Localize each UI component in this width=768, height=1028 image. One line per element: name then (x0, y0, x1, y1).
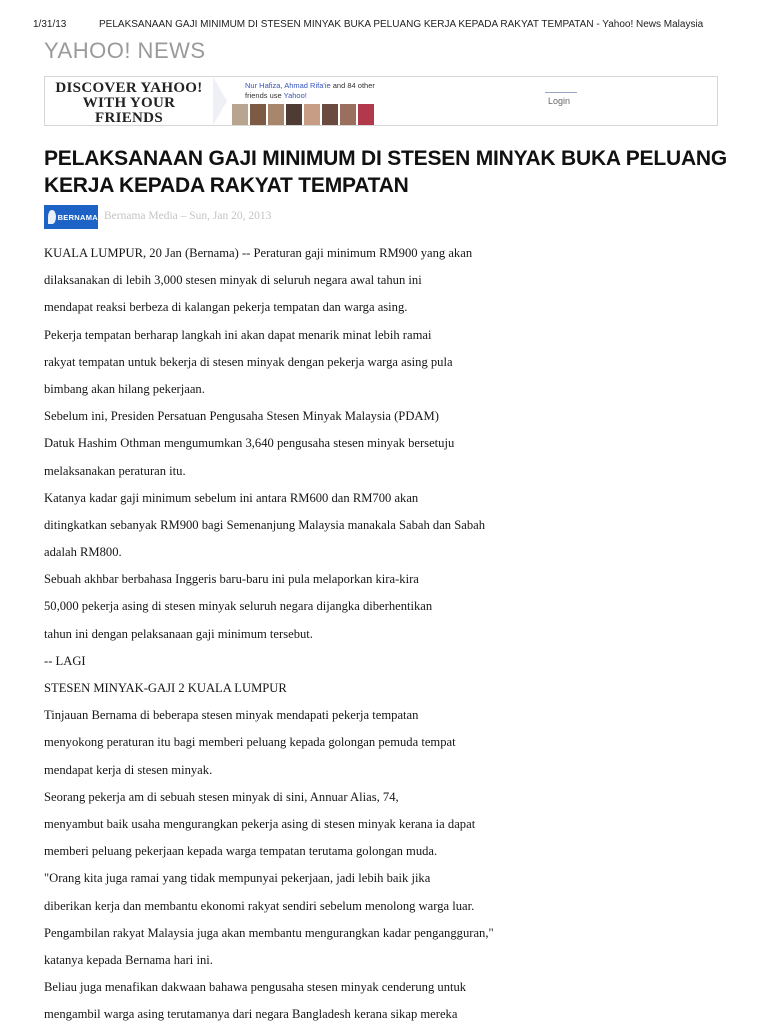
article-line: melaksanakan peraturan itu. (44, 463, 186, 478)
article-line: mengambil warga asing terutamanya dari negara Bangladesh kerana sikap mereka (44, 1007, 458, 1022)
article-line: Tinjauan Bernama di beberapa stesen minyak mendapati pekerja tempatan (44, 708, 419, 723)
friends-line2-text: friends use (245, 91, 284, 100)
friend-link[interactable]: Nur Hafiza (245, 81, 281, 90)
article-line: menyambut baik usaha mengurangkan pekerja asing di stesen minyak kerana ia dapat (44, 816, 476, 831)
friend-photo[interactable] (232, 104, 248, 125)
article-line: diberikan kerja dan membantu ekonomi rakyat sendiri sebelum menolong warga luar. (44, 898, 475, 913)
article-line: KUALA LUMPUR, 20 Jan (Bernama) -- Peraturan gaji minimum RM900 yang akan (44, 246, 473, 260)
bernama-logo[interactable] (44, 205, 98, 229)
article-line: menyokong peraturan itu bagi memberi peluang kepada golongan pemuda tempat (44, 735, 456, 750)
friend-link[interactable]: Ahmad Rifa'ie (284, 81, 331, 90)
article-title: PELAKSANAAN GAJI MINIMUM DI STESEN MINYAK BUKA PELUANG KERJA KEPADA RAKYAT TEMPATAN (44, 147, 728, 197)
article-line: -- LAGI (44, 653, 86, 668)
friends-separator: , (280, 81, 285, 90)
site-logo[interactable]: YAHOO! NEWS (44, 38, 206, 63)
friends-text (245, 81, 425, 101)
article-line: ditingkatkan sebanyak RM900 bagi Semenanjung Malaysia manakala Sabah dan Sabah (44, 517, 486, 532)
article-line: Beliau juga menafikan dakwaan bahawa pengusaha stesen minyak cenderung untuk (44, 980, 467, 995)
login-area (509, 77, 629, 125)
article-line: bimbang akan hilang pekerjaan. (44, 381, 205, 396)
print-page-title: PELAKSANAAN GAJI MINIMUM DI STESEN MINYAK BUKA PELUANG KERJA KEPADA RAKYAT TEMPATAN - Yahoo! News Malaysia (99, 19, 704, 30)
friend-photo[interactable] (286, 104, 302, 125)
article-line: mendapat kerja di stesen minyak. (44, 762, 213, 777)
promo-headline-line: WITH YOUR (82, 95, 176, 111)
friend-photo[interactable] (322, 104, 338, 125)
promo-headline (45, 81, 213, 126)
friend-photo[interactable] (268, 104, 284, 125)
print-header (33, 19, 748, 30)
article-line: "Orang kita juga ramai yang tidak mempunyai pekerjaan, jadi lebih baik jika (44, 871, 431, 886)
print-date: 1/31/13 (33, 19, 67, 30)
promo-headline-line: DISCOVER YAHOO! (55, 80, 203, 96)
article-line: STESEN MINYAK-GAJI 2 KUALA LUMPUR (44, 681, 287, 695)
article-line: katanya kepada Bernama hari ini. (44, 952, 213, 967)
article-line: mendapat reaksi berbeza di kalangan pekerja tempatan dan warga asing. (44, 300, 408, 315)
article-line: Sebelum ini, Presiden Persatuan Pengusaha Stesen Minyak Malaysia (PDAM) (44, 409, 439, 424)
article-line: Pengambilan rakyat Malaysia juga akan membantu mengurangkan kadar pengangguran," (44, 925, 494, 940)
friends-count-text: and 84 other (330, 81, 375, 90)
friend-photo[interactable] (358, 104, 374, 125)
article-line: adalah RM800. (44, 545, 122, 560)
promo-arrow-shape (213, 77, 227, 125)
friend-photo[interactable] (304, 104, 320, 125)
bernama-mark-icon (48, 210, 56, 224)
article-line: Seorang pekerja am di sebuah stesen minyak di sini, Annuar Alias, 74, (44, 789, 399, 804)
article-line: dilaksanakan di lebih 3,000 stesen minyak di seluruh negara awal tahun ini (44, 273, 422, 288)
article-line: Datuk Hashim Othman mengumumkan 3,640 pengusaha stesen minyak bersetuju (44, 436, 455, 451)
discover-friends-banner[interactable] (44, 76, 718, 126)
friend-photo[interactable] (250, 104, 266, 125)
promo-headline-line: FRIENDS (95, 110, 163, 126)
article-line: rakyat tempatan untuk bekerja di stesen minyak dengan pekerja warga asing pula (44, 354, 453, 369)
friend-photos (232, 104, 374, 125)
byline-text: Bernama Media – Sun, Jan 20, 2013 (104, 210, 272, 222)
article-line: tahun ini dengan pelaksanaan gaji minimum tersebut. (44, 626, 313, 641)
login-link[interactable]: Login (548, 96, 571, 106)
yahoo-link[interactable]: Yahoo! (283, 91, 307, 100)
article-body (44, 240, 744, 1028)
article-line: Pekerja tempatan berharap langkah ini akan dapat menarik minat lebih ramai (44, 327, 432, 342)
article-line: Sebuah akhbar berbahasa Inggeris baru-baru ini pula melaporkan kira-kira (44, 572, 419, 587)
bernama-logo-text: BERNAMA (57, 212, 98, 222)
article-line: 50,000 pekerja asing di stesen minyak seluruh negara dijangka diberhentikan (44, 599, 433, 614)
article-line: Katanya kadar gaji minimum sebelum ini antara RM600 dan RM700 akan (44, 490, 419, 505)
friend-photo[interactable] (340, 104, 356, 125)
login-divider (545, 92, 577, 93)
article-line: memberi peluang pekerjaan kepada warga tempatan terutama golongan muda. (44, 844, 438, 859)
